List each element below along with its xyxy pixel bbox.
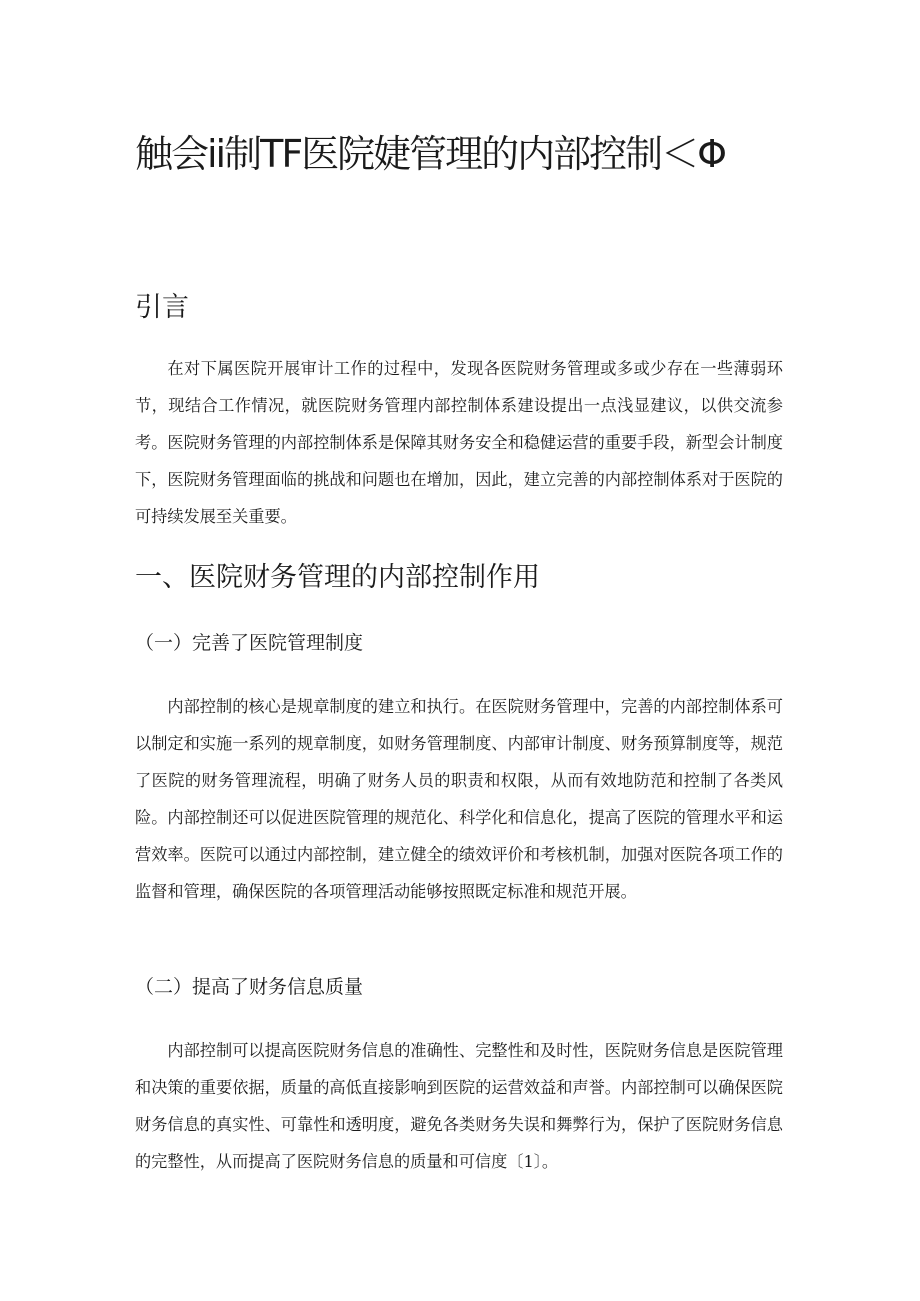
intro-paragraph: 在对下属医院开展审计工作的过程中，发现各医院财务管理或多或少存在一些薄弱环节，现结合工作情况，就医院财务管理内部控制体系建设提出一点浅显建议，以供交流参考。医院财务管理的内部控制体系是保障其财务安全和稳健运营的重要手段，新型会计制度下，医院财务管理面临的挑战和问题也在增加，因此，建立完善的内部控制体系对于医院的可持续发展至关重要。 bbox=[135, 359, 783, 526]
subsection-heading-1-1: （一）完善了医院管理制度 bbox=[135, 632, 364, 654]
subsection-heading-1-2: （二）提高了财务信息质量 bbox=[135, 976, 364, 998]
section-heading-intro: 引言 bbox=[135, 292, 189, 323]
subsection-paragraph-1-2: 内部控制可以提高医院财务信息的准确性、完整性和及时性，医院财务信息是医院管理和决策的重要依据，质量的高低直接影响到医院的运营效益和声誉。内部控制可以确保医院财务信息的真实性、可靠性和透明度，避免各类财务失误和舞弊行为，保护了医院财务信息的完整性，从而提高了医院财务信息的质量和可信度〔1〕。 bbox=[135, 1041, 783, 1171]
document-title: 触会ii制TF医院婕管理的内部控制＜Φ bbox=[135, 132, 726, 176]
section-heading-1: 一、医院财务管理的内部控制作用 bbox=[135, 562, 540, 593]
subsection-paragraph-1-1: 内部控制的核心是规章制度的建立和执行。在医院财务管理中，完善的内部控制体系可以制定和实施一系列的规章制度，如财务管理制度、内部审计制度、财务预算制度等，规范了医院的财务管理流程，明确了财务人员的职责和权限，从而有效地防范和控制了各类风险。内部控制还可以促进医院管理的规范化、科学化和信息化，提高了医院的管理水平和运营效率。医院可以通过内部控制，建立健全的绩效评价和考核机制，加强对医院各项工作的监督和管理，确保医院的各项管理活动能够按照既定标准和规范开展。 bbox=[135, 697, 783, 901]
